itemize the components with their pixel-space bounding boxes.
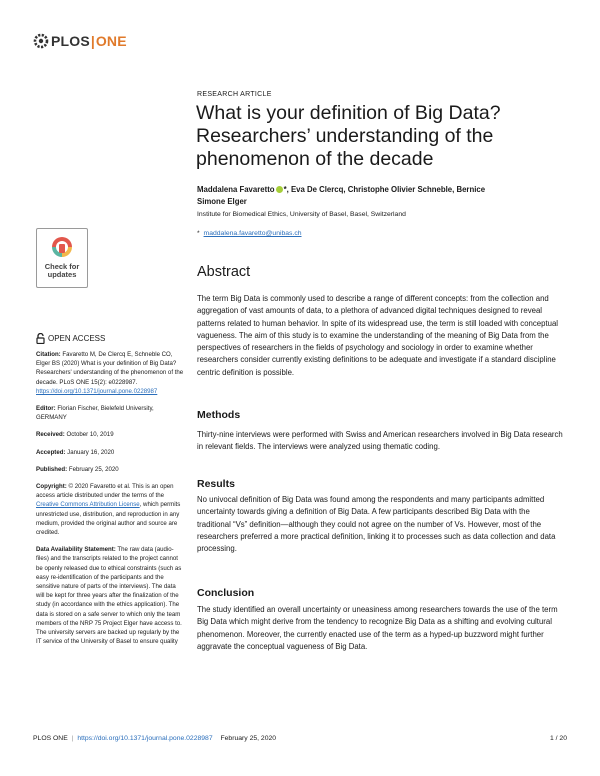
orcid-icon[interactable] xyxy=(276,186,283,193)
received-block: Received: October 10, 2019 xyxy=(36,431,114,439)
published-block: Published: February 25, 2020 xyxy=(36,465,119,473)
abstract-intro: The term Big Data is commonly used to describe a range of different concepts: from the collection and aggregation of vast amounts of data, to a plethora of advanced digital techniques designed to reveal patterns related to human behavior. In spite of its widespread use, the term is still loaded with conceptual vagueness. The aim of this study is to examine the understanding of the meaning of Big Data from the perspectives of researchers in the fields of psychology and sociology in order to examine whether researchers consider currently existing definitions to be adequate and investigate if a standard discipline centric definition is possible. xyxy=(197,294,559,377)
footer-journal: PLOS ONE xyxy=(33,735,68,742)
logo-text-right: ONE xyxy=(95,33,127,49)
abstract-heading: Abstract xyxy=(197,264,251,280)
affiliation: Institute for Biomedical Ethics, University of Basel, Basel, Switzerland xyxy=(197,211,406,218)
license-link[interactable]: Creative Commons Attribution License xyxy=(36,501,140,509)
open-access-text: OPEN ACCESS xyxy=(48,334,106,343)
article-metadata-sidebar xyxy=(36,350,184,654)
email-link[interactable]: maddalena.favaretto@unibas.ch xyxy=(203,230,302,237)
plos-gear-icon xyxy=(33,33,49,49)
page-footer xyxy=(33,735,567,742)
methods-text: Thirty-nine interviews were performed with Swiss and American researchers involved in Big Data research in relevant fields. The interviews were analyzed using thematic coding. xyxy=(197,430,563,452)
author-list: Maddalena Favaretto *, Eva De Clercq, Christophe Olivier Schneble, Bernice Simone Elger xyxy=(197,185,486,206)
article-title: What is your definition of Big Data? Researchers’ understanding of the phenomenon of the decade xyxy=(196,102,501,170)
copyright-block: Copyright: © 2020 Favaretto et al. This is an open access article distributed under the terms of the Creative Commons Attribution License, which permits unrestricted use, distribution, and reproduction in any medium, provided the original author and source are credited. xyxy=(36,483,181,537)
footer-left: PLOS ONE | https://doi.org/10.1371/journal.pone.0228987 February 25, 2020 xyxy=(33,735,277,742)
results-heading: Results xyxy=(197,478,235,490)
accepted-block: Accepted: January 16, 2020 xyxy=(36,448,115,456)
conclusion-heading: Conclusion xyxy=(197,587,255,599)
page-number: 1 / 20 xyxy=(549,735,567,742)
citation-doi-link[interactable]: https://doi.org/10.1371/journal.pone.0228987 xyxy=(36,387,158,395)
logo-separator: | xyxy=(90,33,95,49)
check-for-updates-icon xyxy=(50,235,74,261)
check-for-updates-label: Check for updates xyxy=(44,262,80,279)
conclusion-text: The study identified an overall uncertainty or uneasiness among researchers towards the use of the term Big Data which might derive from the tendency to recognize Big Data as a shifting and evolving cultural phenomenon. Moreover, the currently enacted use of the term as a hyped-up buzzword might further aggravate the conceptual vagueness of Big Data. xyxy=(197,605,558,651)
article-type-label: RESEARCH ARTICLE xyxy=(197,91,272,98)
journal-logo xyxy=(33,32,127,50)
results-text: No univocal definition of Big Data was found among the respondents and many participants admitted uncertainty towards giving a definition of Big Data. A few participants described Big Data with the traditional “Vs” definition—although they could not agree on the number of Vs. However, most of the researchers preferred a more practical definition, linking it to processes such as data collection and data processing. xyxy=(197,495,556,554)
editor-block: Editor: Florian Fischer, Bielefeld University, GERMANY xyxy=(36,405,154,422)
logo-text-left: PLOS xyxy=(51,33,90,49)
check-for-updates-badge[interactable] xyxy=(36,228,88,288)
open-access-label xyxy=(36,333,105,344)
data-availability-block: Data Availability Statement: The raw data (audio-files) and the transcripts related to the project cannot be openly released due to ethical constraints (such as easy re-identification of the participants and the sensitive nature of parts of the interviews). The data will be kept for three years after the finalization of the study (in accordance with the ethics application). The data is stored on a safe server to which only the team members of the NRP 75 Project Elger have access to. The university servers are backed up regularly by the IT service of the University of Basel to ensure quality xyxy=(36,546,182,646)
methods-heading: Methods xyxy=(197,409,241,421)
footer-doi-link[interactable]: https://doi.org/10.1371/journal.pone.0228987 xyxy=(77,735,213,742)
corresponding-email: * maddalena.favaretto@unibas.ch xyxy=(197,230,302,237)
open-lock-icon xyxy=(36,333,45,344)
footer-date: February 25, 2020 xyxy=(220,735,277,742)
citation-block: Citation: Favaretto M, De Clercq E, Schneble CO, Elger BS (2020) What is your definition of Big Data? Researchers' understanding of the phenomenon of the decade. PLoS ONE 15(2): e0228987. https://doi.org/10.1371/journal.pone.0228987 xyxy=(36,351,184,395)
